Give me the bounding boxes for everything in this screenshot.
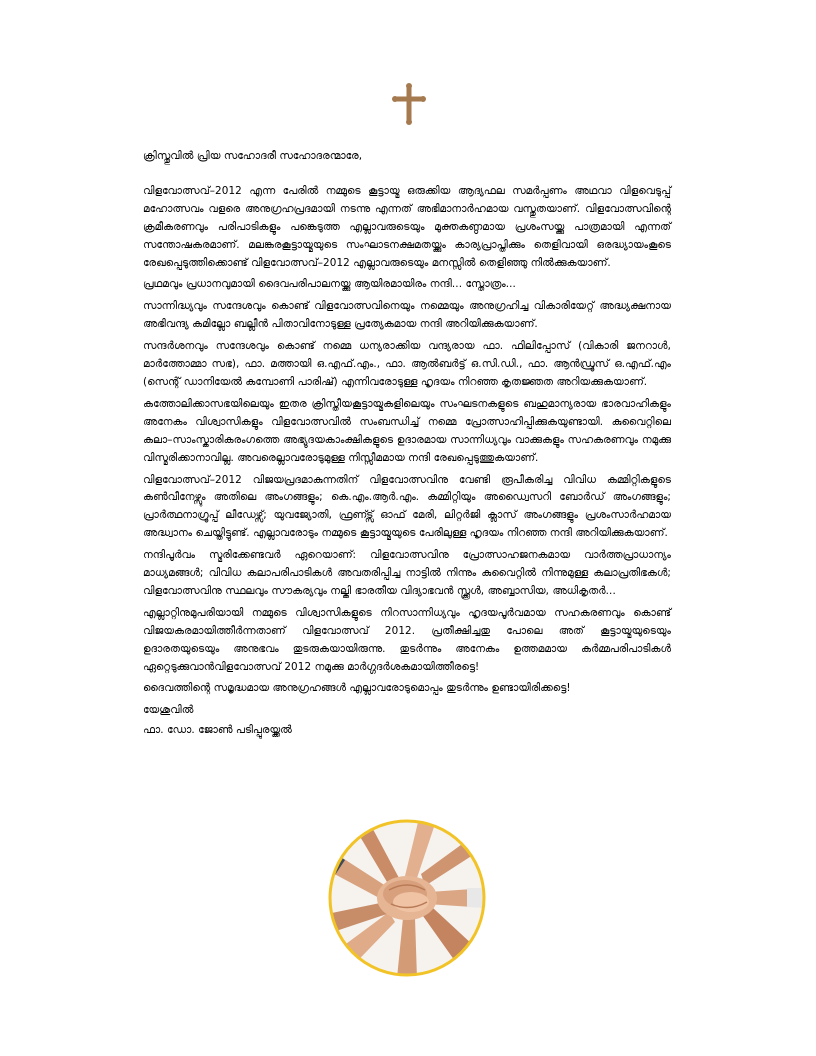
paragraph-intro: വിളവോത്സവ്–2012 എന്ന പേരിൽ നമ്മുടെ കൂട്ടായ്മ ഒരുക്കിയ ആദ്യഫല സമർപ്പണം അഥവാ വിളവെടുപ്പ് മഹോത്സവം വളരെ അനുഗ്രഹപ്രദമായി നടന്നു എന്നത് അഭിമാനാർഹമായ വസ്തുതയാണ്. വിളവോത്സവിന്റെ ക്രമീകരണവും പരിപാടികളും പങ്കെടുത്ത എല്ലാവരുടെയും മുക്തകണ്ഠമായ പ്രശംസയ്ക്കു പാത്രമായി എന്നത് സന്തോഷകരമാണ്. മലങ്കരകൂട്ടായ്മയുടെ സംഘാടനക്ഷമതയ്ക്കും കാര്യപ്രാപ്തിക്കും തെളിവായി ഒരദ്ധ്യായംകൂടെ രേഖപ്പെടുത്തിക്കൊണ്ട് വിളവോത്സവ്–2012 എല്ലാവരുടെയും മനസ്സിൽ തെളിഞ്ഞു നിൽക്കുകയാണ്. [143,184,671,269]
closing: യേശുവിൽ [143,704,194,717]
paragraph-blessing: ദൈവത്തിന്റെ സമൃദ്ധമായ അനുഗ്രഹങ്ങൾ എല്ലാവരോടുമൊപ്പം തുടർന്നും ഉണ്ടായിരിക്കട്ടെ! [143,682,571,695]
salutation: ക്രിസ്തുവിൽ പ്രിയ സഹോദരീ സഹോദരന്മാരേ, [143,150,363,162]
cross-icon [392,83,426,125]
paragraph-thanks-media: നന്ദിപൂർവം സ്മരിക്കേണ്ടവർ ഏറെയാണ്: വിളവോത്സവിനു പ്രോത്സാഹജനകമായ വാർത്തപ്രാധാന്യം മാധ്യമങ്ങൾ; വിവിധ കലാപരിപാടികൾ അവതരിപ്പിച്ച നാട്ടിൽ നിന്നും കുവൈറ്റിൽ നിന്നുമുള്ള കലാപ്രതിഭകൾ; വിളവോത്സവിനു സ്ഥലവും സൗകര്യവും നല്കി ഭാരതീയ വിദ്യാഭവൻ സ്ക്കൂൾ, അബ്ബാസിയ, അധികൃതർ... [143,549,671,597]
paragraph-thanks-priests: സന്ദർശനവും സന്ദേശവും കൊണ്ട് നമ്മെ ധന്യരാക്കിയ വന്ദ്യരായ ഫാ. ഫിലിപ്പോസ് (വികാരി ജനറാൾ, മാർത്തോമ്മാ സഭ), ഫാ. മത്തായി ഒ.എഫ്.എം., ഫാ. ആൽബർട്ട് ഒ.സി.ഡി., ഫാ. ആൻഡ്രൂസ് ഒ.എഫ്.എം (സെന്റ് ഡാനിയേൽ കമ്പോണി പാരിഷ്) എന്നിവരോടുള്ള ഹൃദയം നിറഞ്ഞ കൃതജ്ഞത അറിയക്കുകയാണ്. [143,340,671,388]
paragraph-thanks-faithful: എല്ലാറ്റിനുമുപരിയായി നമ്മുടെ വിശ്വാസികളുടെ നിറസാന്നിധ്യവും ഹൃദയപൂർവമായ സഹകരണവും കൊണ്ട് വിജയകരമായിത്തീർന്നതാണ് വിളവോത്സവ് 2012. പ്രതീക്ഷിച്ചതു പോലെ അത് കൂട്ടായ്മയുടെയും ഉദാരതയുടെയും അനുഭവം തുടരുകയായിരുന്നു. തുടർന്നും അനേകം ഉത്തമമായ കർമ്മപരിപാടികൾ ഏറ്റെടുക്കുവാൻവിളവോത്സവ് 2012 നമുക്കു മാർഗ്ഗദർശകമായിത്തീരട്ടെ! [143,606,671,673]
stacked-hands-circle-photo [327,818,487,978]
paragraph-thanks-committees: വിളവോത്സവ്–2012 വിജയപ്രദമാകുന്നതിന് വിളവോത്സവിനു വേണ്ടി രൂപീകരിച്ച വിവിധ കമ്മിറ്റികളുടെ കൺവീനേഴ്സും അതിലെ അംഗങ്ങളും; കെ.എം.ആർ.എം. കമ്മിറ്റിയും അഡ്വൈസറി ബോർഡ് അംഗങ്ങളും; പ്രാർത്ഥനാഗ്രൂപ്പ് ലീഡേഴ്സ്; യുവജ്യോതി, ഫ്രണ്ട്സ് ഓഫ് മേരി, ലിറ്റർജി ക്ലാസ് അംഗങ്ങളും പ്രശംസാർഹമായ അദ്ധ്വാനം ചെയ്തിട്ടുണ്ട്. എല്ലാവരോടും നമ്മുടെ കൂട്ടായ്മയുടെ പേരിലുള്ള ഹൃദയം നിറഞ്ഞ നന്ദി അറിയിക്കുകയാണ്. [143,473,671,540]
paragraph-thanks-bishop: സാന്നിദ്ധ്യവും സന്ദേശവും കൊണ്ട് വിളവോത്സവിനെയും നമ്മെയും അനുഗ്രഹിച്ച വികാരിയേറ്റ് അദ്ധ്യക്ഷനായ അഭിവന്ദ്യ കമില്ലോ ബല്ലീൻ പിതാവിനോടുള്ള പ്രത്യേകമായ നന്ദി അറിയിക്കുകയാണ്. [143,300,671,331]
letter-body [143,148,671,740]
signature: ഫാ. ഡോ. ജോൺ പടിപ്പുരയ്ക്കൽ [143,724,292,737]
paragraph-thanks-guests: കത്തോലിക്കാസഭയിലെയും ഇതര ക്രിസ്തീയകൂട്ടായ്മകളിലെയും സംഘടനകളുടെ ബഹുമാന്യരായ ഭാരവാഹികളും അനേകം വിശ്വാസികളും വിളവോത്സവിൽ സംബന്ധിച്ച് നമ്മെ പ്രോത്സാഹിപ്പിക്കുകയുണ്ടായി. കുവൈറ്റിലെ കലാ–സാംസ്കാരികരംഗത്തെ അഭ്യുദയകാംക്ഷികളുടെ ഉദാരമായ സാന്നിധ്യവും വാക്കുകളും സഹകരണവും നമുക്കു വിസ്മരിക്കാനാവില്ല. അവരെല്ലാവരോടുമുള്ള നിസ്സീമമായ നന്ദി രേഖപ്പെടുത്തുകയാണ്. [143,397,671,464]
paragraph-thanks-god: പ്രഥമവും പ്രധാനവുമായി ദൈവപരിപാലനയ്ക്കു ആയിരമായിരം നന്ദി... സ്തോത്രം... [143,278,516,291]
